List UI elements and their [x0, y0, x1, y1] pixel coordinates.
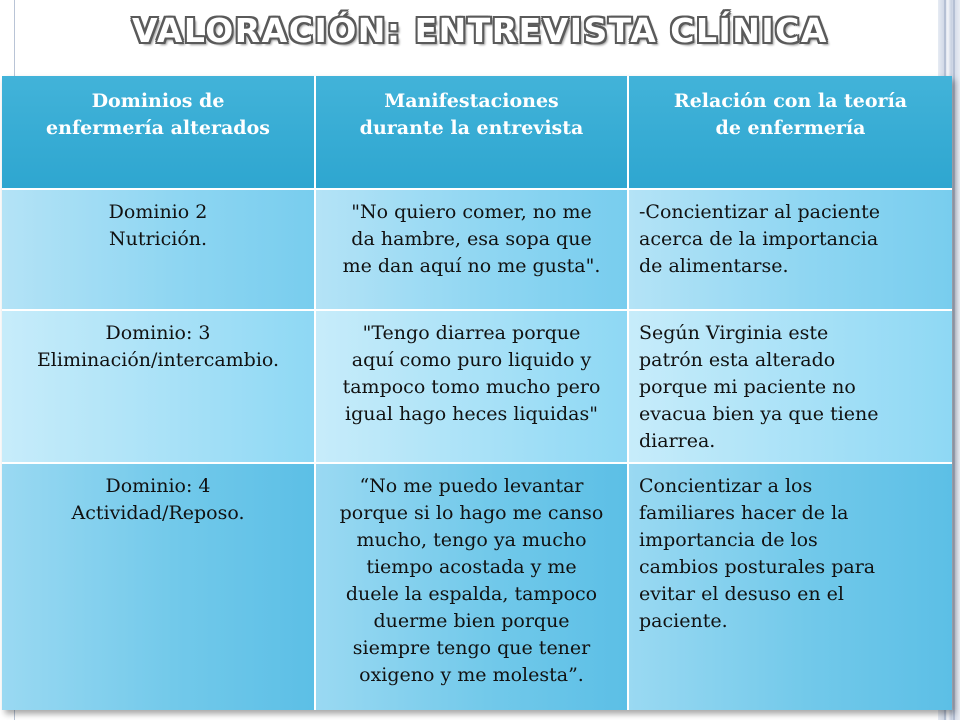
domain-text: Dominio: 3 Eliminación/intercambio.	[36, 322, 280, 371]
domain-text: Dominio: 4 Actividad/Reposo.	[71, 475, 245, 524]
header-theory-relation	[628, 76, 952, 189]
header-label: Dominios de enfermería alterados	[46, 90, 270, 139]
manifestation-text: "Tengo diarrea porque aquí como puro liquido y tampoco tomo mucho pero igual hago heces liquidas"	[342, 322, 601, 425]
assessment-table-grid	[2, 76, 952, 710]
manifestation-cell	[315, 310, 628, 463]
domain-cell	[2, 189, 315, 310]
slide-title: VALORACIÓN: ENTREVISTA CLÍNICA	[132, 11, 828, 50]
relation-text: Según Virginia este patrón esta alterado porque mi paciente no evacua bien ya que tiene diarrea.	[639, 322, 879, 452]
manifestation-cell	[315, 463, 628, 710]
header-manifestations	[315, 76, 628, 189]
manifestation-text: "No quiero comer, no me da hambre, esa sopa que me dan aquí no me gusta".	[342, 201, 601, 277]
domain-text: Dominio 2 Nutrición.	[108, 201, 208, 250]
table-header-row	[2, 76, 952, 189]
table-row	[2, 463, 952, 710]
manifestation-text: “No me puedo levantar porque si lo hago me canso mucho, tengo ya mucho tiempo acostada y me duele la espalda, tampoco duerme bien porque siempre tengo que tener oxigeno y me molesta”.	[339, 475, 604, 686]
relation-text: Concientizar a los familiares hacer de la importancia de los cambios posturales para evitar el desuso en el paciente.	[639, 475, 876, 632]
relation-cell	[628, 310, 952, 463]
manifestation-cell	[315, 189, 628, 310]
relation-cell	[628, 463, 952, 710]
header-nursing-domains	[2, 76, 315, 189]
table-row	[2, 310, 952, 463]
right-border-line	[953, 0, 955, 720]
domain-cell	[2, 310, 315, 463]
relation-cell	[628, 189, 952, 310]
domain-cell	[2, 463, 315, 710]
header-label: Manifestaciones durante la entrevista	[359, 90, 584, 139]
relation-text: -Concientizar al paciente acerca de la importancia de alimentarse.	[639, 201, 881, 277]
assessment-table	[2, 76, 952, 710]
table-row	[2, 189, 952, 310]
header-label: Relación con la teoría de enfermería	[673, 90, 908, 139]
